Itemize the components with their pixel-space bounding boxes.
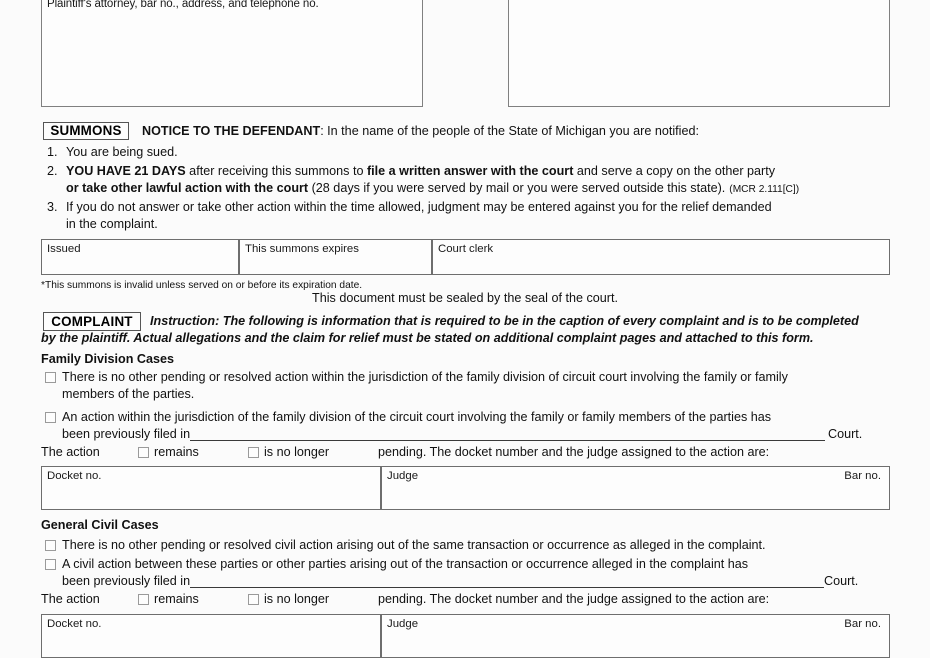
summons-item-3-line-1: If you do not answer or take other action within the time allowed, judgment may be entered against you for the relief demanded: [66, 200, 772, 214]
family-docket-table: [41, 466, 890, 510]
civil-no-longer-checkbox[interactable]: [248, 594, 259, 605]
summons-item-2-number: 2.: [47, 164, 58, 178]
civil-no-other-action-line-1: There is no other pending or resolved civil action arising out of the same transaction or occurrence as alleged in the complaint.: [62, 538, 766, 552]
court-clerk-column-label: Court clerk: [438, 243, 494, 255]
caption-row: [41, 0, 890, 107]
family-action-status-prefix: The action: [41, 445, 100, 459]
summons-mcr-citation: (MCR 2.111[C]): [729, 184, 800, 195]
civil-action-status-prefix: The action: [41, 592, 100, 606]
civil-judge-label: Judge: [387, 618, 419, 630]
family-prior-action-checkbox[interactable]: [45, 412, 56, 423]
summons-item-3-line-2: in the complaint.: [66, 217, 158, 231]
civil-prior-court-fill-line[interactable]: [190, 587, 824, 588]
plaintiff-attorney-box[interactable]: [41, 0, 423, 107]
complaint-header-label: COMPLAINT: [51, 314, 133, 329]
family-remains-checkbox[interactable]: [138, 447, 149, 458]
notice-to-defendant-line: [142, 124, 699, 139]
defendant-attorney-box[interactable]: [508, 0, 890, 107]
civil-prior-action-checkbox[interactable]: [45, 559, 56, 570]
complaint-section-header: [43, 312, 141, 331]
civil-prior-action-suffix: Court.: [824, 574, 859, 588]
family-prior-court-fill-line[interactable]: [190, 440, 825, 441]
civil-action-status-suffix: pending. The docket number and the judge assigned to the action are:: [378, 592, 770, 606]
family-division-heading: Family Division Cases: [41, 352, 174, 366]
summons-item-2-plain-a: after receiving this summons to: [185, 164, 367, 178]
civil-bar-no-label: Bar no.: [844, 618, 881, 630]
summons-item-2-plain-b: and serve a copy on the other party: [573, 164, 776, 178]
summons-item-1-text: You are being sued.: [66, 145, 178, 159]
family-no-other-action-checkbox[interactable]: [45, 372, 56, 383]
family-bar-no-label: Bar no.: [844, 470, 881, 482]
civil-docket-table: [41, 614, 890, 658]
family-docket-no-label: Docket no.: [47, 470, 102, 482]
family-action-status-suffix: pending. The docket number and the judge assigned to the action are:: [378, 445, 770, 459]
civil-prior-action-line-1: A civil action between these parties or other parties arising out of the transaction or occurrence alleged in the complaint has: [62, 557, 749, 571]
family-prior-action-line-1: An action within the jurisdiction of the family division of the circuit court involving the family or family members of the parties has: [62, 410, 772, 424]
family-no-other-action-line-1: There is no other pending or resolved action within the jurisdiction of the family division of circuit court involving the family or family: [62, 370, 788, 384]
general-civil-heading: General Civil Cases: [41, 518, 159, 532]
summons-written-answer-bold: file a written answer with the court: [366, 164, 574, 178]
family-prior-action-prefix: been previously filed in: [62, 427, 191, 441]
civil-docket-no-label: Docket no.: [47, 618, 102, 630]
summons-item-2-line-1: [66, 164, 775, 179]
civil-remains-checkbox[interactable]: [138, 594, 149, 605]
summons-seal-note: This document must be sealed by the seal of the court.: [312, 291, 618, 305]
family-no-longer-checkbox[interactable]: [248, 447, 259, 458]
family-prior-action-suffix: Court.: [828, 427, 863, 441]
family-judge-label: Judge: [387, 470, 419, 482]
summons-item-2-line-2: [66, 181, 799, 197]
table-divider: [431, 240, 433, 274]
complaint-instruction-line-1: Instruction: The following is information that is required to be in the caption of every complaint and is to be completed: [150, 314, 859, 328]
civil-no-other-action-checkbox[interactable]: [45, 540, 56, 551]
family-no-other-action-line-2: members of the parties.: [62, 387, 195, 401]
notice-to-defendant-bold: NOTICE TO THE DEFENDANT: [142, 124, 321, 138]
issued-column-label: Issued: [47, 243, 81, 255]
plaintiff-attorney-label: Plaintiff's attorney, bar no., address, and telephone no.: [47, 0, 319, 10]
summons-header-label: SUMMONS: [50, 123, 122, 138]
table-divider: [238, 240, 240, 274]
summons-issuance-table: [41, 239, 890, 275]
expires-column-label: This summons expires: [245, 243, 359, 255]
complaint-instruction-line-2: by the plaintiff. Actual allegations and the claim for relief must be stated on additional complaint pages and attached to this form.: [41, 331, 814, 345]
table-divider: [380, 467, 382, 509]
table-divider: [380, 615, 382, 657]
family-remains-label: remains: [154, 445, 199, 459]
summons-section-header: [43, 122, 129, 140]
civil-remains-label: remains: [154, 592, 199, 606]
civil-no-longer-label: is no longer: [264, 592, 330, 606]
notice-to-defendant-rest: : In the name of the people of the State of Michigan you are notified:: [320, 124, 699, 138]
family-no-longer-label: is no longer: [264, 445, 330, 459]
summons-item-1-number: 1.: [47, 145, 58, 159]
summons-item-2-plain-c: (28 days if you were served by mail or you were served outside this state).: [308, 181, 726, 195]
summons-other-action-bold: or take other lawful action with the court: [66, 181, 309, 195]
civil-prior-action-prefix: been previously filed in: [62, 574, 191, 588]
summons-item-3-number: 3.: [47, 200, 58, 214]
summons-21-days-bold: YOU HAVE 21 DAYS: [66, 164, 186, 178]
summons-expiration-footnote: *This summons is invalid unless served on or before its expiration date.: [41, 280, 363, 291]
